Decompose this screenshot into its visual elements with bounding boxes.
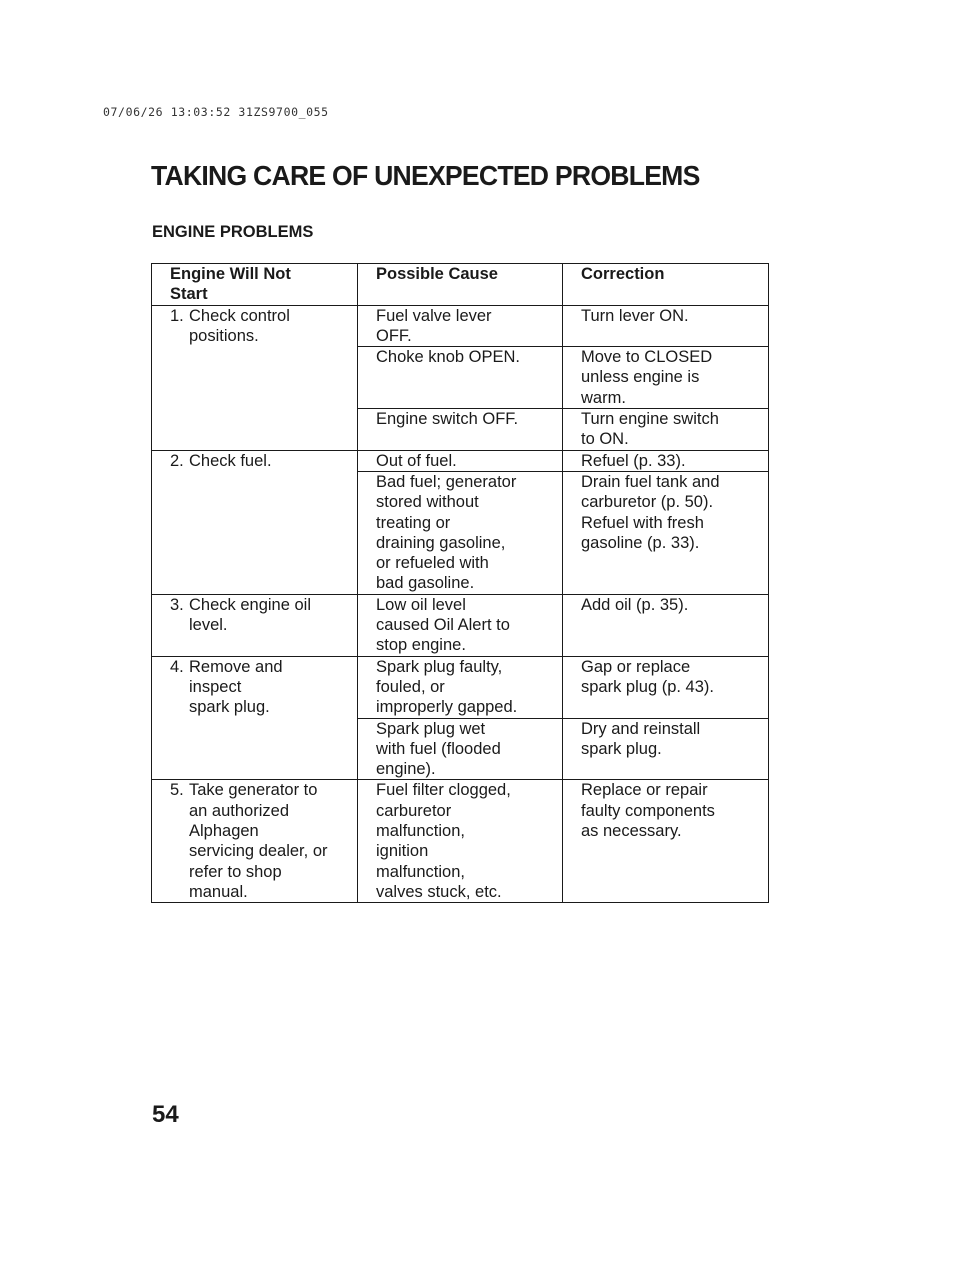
correction-line: to ON. xyxy=(581,430,629,449)
correction-cell xyxy=(563,471,769,594)
step-cell xyxy=(152,594,358,656)
cause-cell xyxy=(358,718,563,780)
correction-cell xyxy=(563,409,769,451)
cause-line: Low oil level xyxy=(376,595,466,614)
correction-line: Refuel (p. 33). xyxy=(581,451,686,470)
correction-cell xyxy=(563,780,769,903)
table-header-row xyxy=(152,264,769,306)
header-line: Start xyxy=(170,285,208,304)
cause-cell xyxy=(358,780,563,903)
cause-line: Out of fuel. xyxy=(376,451,457,470)
step-cell xyxy=(152,780,358,903)
step-number: 4. xyxy=(170,657,184,676)
correction-cell xyxy=(563,718,769,780)
correction-line: Turn lever ON. xyxy=(581,306,689,325)
correction-line: unless engine is xyxy=(581,368,700,387)
cause-line: fouled, or xyxy=(376,677,445,696)
correction-line: spark plug. xyxy=(581,739,662,758)
correction-line: carburetor (p. 50). xyxy=(581,493,714,512)
step-line: inspect xyxy=(189,677,242,696)
cause-cell xyxy=(358,305,563,347)
engine-problems-table xyxy=(151,263,769,903)
cause-line: malfunction, xyxy=(376,862,465,881)
cause-cell xyxy=(358,347,563,409)
table-row xyxy=(152,305,769,347)
print-timestamp: 07/06/26 13:03:52 31ZS9700_055 xyxy=(103,105,329,119)
cause-line: or refueled with xyxy=(376,554,489,573)
correction-line: Move to CLOSED xyxy=(581,348,713,367)
correction-cell xyxy=(563,305,769,347)
table-row xyxy=(152,594,769,656)
step-line: servicing dealer, or xyxy=(189,842,328,861)
cause-line: Choke knob OPEN. xyxy=(376,348,520,367)
correction-line: warm. xyxy=(581,388,626,407)
step-line: spark plug. xyxy=(189,698,270,717)
correction-line: as necessary. xyxy=(581,822,682,841)
correction-cell xyxy=(563,347,769,409)
cause-line: valves stuck, etc. xyxy=(376,882,502,901)
step-cell xyxy=(152,450,358,594)
page-title: TAKING CARE OF UNEXPECTED PROBLEMS xyxy=(151,160,700,191)
cause-line: Fuel filter clogged, xyxy=(376,781,511,800)
correction-line: Drain fuel tank and xyxy=(581,472,720,491)
cause-line: treating or xyxy=(376,513,451,532)
cause-line: Engine switch OFF. xyxy=(376,410,519,429)
step-line: positions. xyxy=(189,326,259,345)
correction-cell xyxy=(563,450,769,471)
page-number: 54 xyxy=(152,1101,179,1128)
cause-line: engine). xyxy=(376,760,436,779)
cause-line: Bad fuel; generator xyxy=(376,472,517,491)
correction-line: Add oil (p. 35). xyxy=(581,595,689,614)
cause-cell xyxy=(358,656,563,718)
header-engine-will-not-start xyxy=(152,264,358,306)
step-line: Check engine oil xyxy=(189,595,311,614)
step-number: 5. xyxy=(170,781,184,800)
cause-line: OFF. xyxy=(376,326,412,345)
step-line: an authorized xyxy=(189,801,289,820)
step-number: 1. xyxy=(170,306,184,325)
header-possible-cause: Possible Cause xyxy=(358,264,563,306)
cause-line: Spark plug faulty, xyxy=(376,657,503,676)
correction-line: Turn engine switch xyxy=(581,410,719,429)
step-line: Check fuel. xyxy=(189,451,272,470)
step-cell xyxy=(152,305,358,450)
correction-cell xyxy=(563,656,769,718)
cause-cell xyxy=(358,594,563,656)
correction-line: Replace or repair xyxy=(581,781,708,800)
cause-line: Fuel valve lever xyxy=(376,306,492,325)
cause-cell xyxy=(358,409,563,451)
step-line: manual. xyxy=(189,882,248,901)
correction-line: Refuel with fresh xyxy=(581,513,704,532)
step-line: Take generator to xyxy=(189,781,318,800)
correction-line: Gap or replace xyxy=(581,657,691,676)
section-heading: ENGINE PROBLEMS xyxy=(152,223,314,241)
cause-line: caused Oil Alert to xyxy=(376,616,510,635)
step-number: 3. xyxy=(170,595,184,614)
step-line: Remove and xyxy=(189,657,283,676)
table-row xyxy=(152,780,769,903)
cause-line: draining gasoline, xyxy=(376,533,506,552)
correction-cell xyxy=(563,594,769,656)
cause-line: Spark plug wet xyxy=(376,719,486,738)
table-row xyxy=(152,656,769,718)
cause-line: bad gasoline. xyxy=(376,574,475,593)
step-cell xyxy=(152,656,358,780)
cause-line: improperly gapped. xyxy=(376,698,518,717)
correction-line: gasoline (p. 33). xyxy=(581,533,700,552)
correction-line: spark plug (p. 43). xyxy=(581,677,714,696)
table-row xyxy=(152,450,769,471)
cause-cell xyxy=(358,471,563,594)
cause-line: stop engine. xyxy=(376,636,466,655)
header-line: Engine Will Not xyxy=(170,265,291,283)
step-number: 2. xyxy=(170,451,184,470)
cause-line: with fuel (flooded xyxy=(376,739,501,758)
correction-line: faulty components xyxy=(581,801,715,820)
step-line: Check control xyxy=(189,306,290,325)
step-line: level. xyxy=(189,616,228,635)
step-line: refer to shop xyxy=(189,862,282,881)
step-line: Alphagen xyxy=(189,822,259,841)
cause-line: malfunction, xyxy=(376,822,465,841)
cause-line: stored without xyxy=(376,493,479,512)
cause-line: carburetor xyxy=(376,801,452,820)
cause-line: ignition xyxy=(376,842,429,861)
cause-cell xyxy=(358,450,563,471)
correction-line: Dry and reinstall xyxy=(581,719,701,738)
header-correction: Correction xyxy=(563,264,769,306)
